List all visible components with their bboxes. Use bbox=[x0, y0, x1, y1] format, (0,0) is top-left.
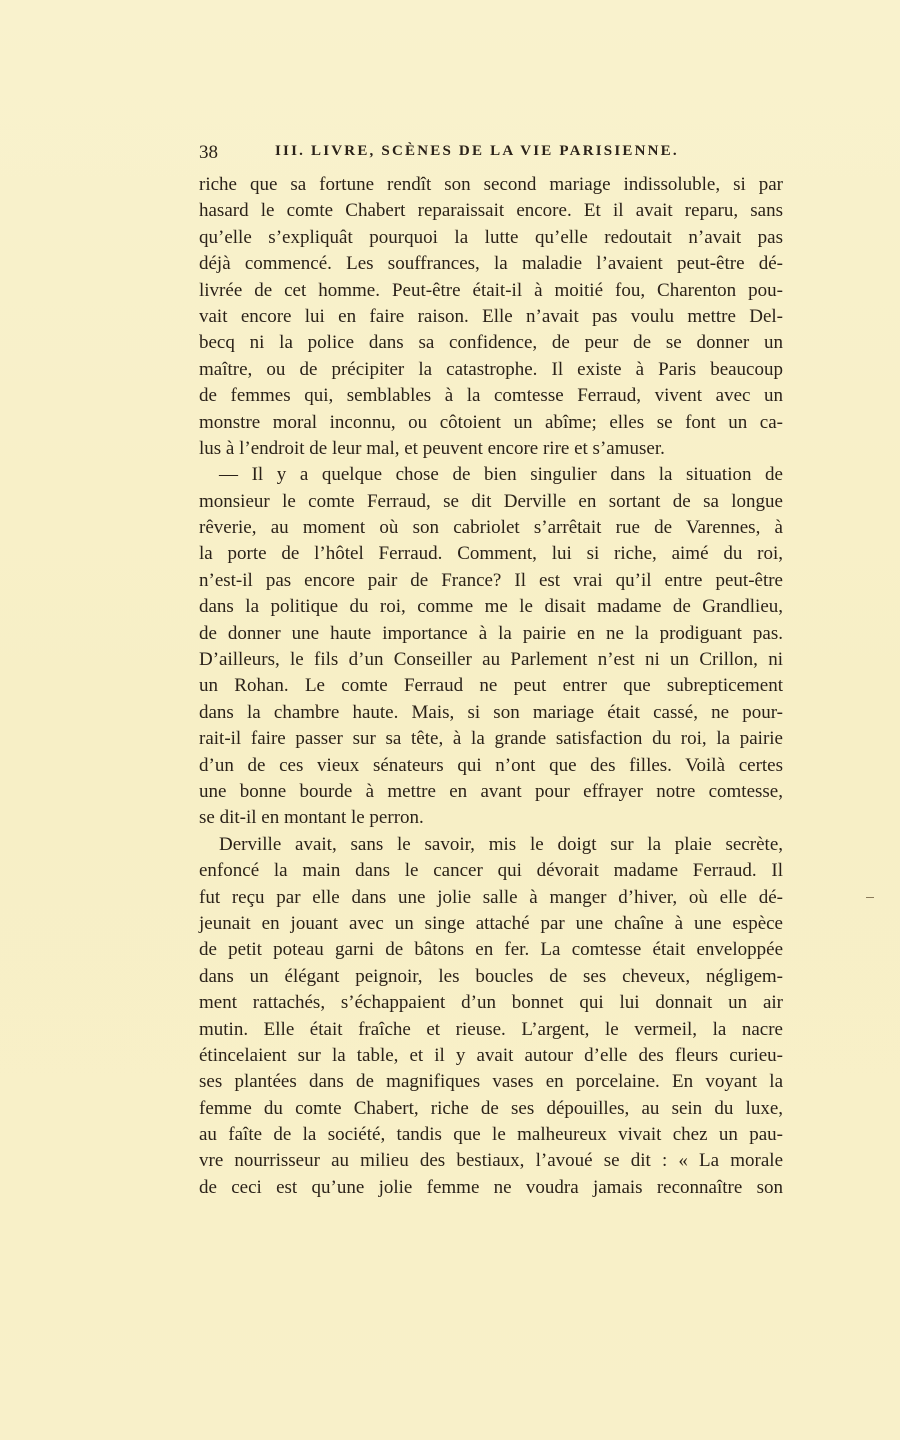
text-line: de ceci est qu’une jolie femme ne voudra jamais reconnaître son bbox=[199, 1176, 783, 1198]
text-line: femme du comte Chabert, riche de ses dépouilles, au sein du luxe, bbox=[199, 1097, 783, 1119]
text-line: fut reçu par elle dans une jolie salle à manger d’hiver, où elle dé- bbox=[199, 886, 783, 908]
text-line: un Rohan. Le comte Ferraud ne peut entrer que subrepticement bbox=[199, 675, 783, 697]
text-line: la porte de l’hôtel Ferraud. Comment, lui si riche, aimé du roi, bbox=[199, 543, 783, 565]
text-line: riche que sa fortune rendît son second mariage indissoluble, si par bbox=[199, 174, 783, 195]
text-line: une bonne bourde à mettre en avant pour effrayer notre comtesse, bbox=[199, 780, 783, 802]
text-line: déjà commencé. Les souffrances, la maladie l’avaient peut-être dé- bbox=[199, 253, 783, 275]
text-line: maître, ou de précipiter la catastrophe. Il existe à Paris beaucoup bbox=[199, 358, 783, 380]
text-line: dans la chambre haute. Mais, si son mariage était cassé, ne pour- bbox=[199, 701, 783, 723]
text-line: D’ailleurs, le fils d’un Conseiller au Parlement n’est ni un Crillon, ni bbox=[199, 649, 783, 671]
margin-mark bbox=[866, 897, 874, 898]
text-line: — Il y a quelque chose de bien singulier dans la situation de bbox=[219, 464, 783, 486]
text-line: monstre moral inconnu, ou côtoient un abîme; elles se font un ca- bbox=[199, 411, 783, 433]
text-line: dans la politique du roi, comme me le disait madame de Grandlieu, bbox=[199, 596, 783, 618]
paragraph bbox=[199, 172, 783, 462]
text-line: de donner une haute importance à la pairie en ne la prodiguant pas. bbox=[199, 622, 783, 644]
running-header bbox=[199, 142, 783, 168]
text-line: vre nourrisseur au milieu des bestiaux, l’avoué se dit : « La morale bbox=[199, 1150, 783, 1172]
text-line: lus à l’endroit de leur mal, et peuvent encore rire et s’amuser. bbox=[199, 437, 665, 459]
running-title: III. LIVRE, SCÈNES DE LA VIE PARISIENNE. bbox=[275, 143, 679, 159]
body-text bbox=[199, 172, 783, 1201]
page-number: 38 bbox=[199, 142, 218, 163]
text-line: étincelaient sur la table, et il y avait autour d’elle des fleurs curieu- bbox=[199, 1044, 783, 1066]
text-line: becq ni la police dans sa confidence, de peur de se donner un bbox=[199, 332, 783, 354]
text-line: se dit-il en montant le perron. bbox=[199, 807, 424, 829]
paragraph bbox=[199, 462, 783, 831]
text-line: vait encore lui en faire raison. Elle n’avait pas voulu mettre Del- bbox=[199, 305, 783, 327]
text-line: monsieur le comte Ferraud, se dit Derville en sortant de sa longue bbox=[199, 490, 783, 512]
text-line: hasard le comte Chabert reparaissait encore. Et il avait reparu, sans bbox=[199, 200, 783, 222]
text-line: ment rattachés, s’échappaient d’un bonnet qui lui donnait un air bbox=[199, 992, 783, 1014]
text-line: enfoncé la main dans le cancer qui dévorait madame Ferraud. Il bbox=[199, 860, 783, 882]
text-line: livrée de cet homme. Peut-être était-il à moitié fou, Charenton pou- bbox=[199, 279, 783, 301]
text-line: n’est-il pas encore pair de France? Il est vrai qu’il entre peut-être bbox=[199, 569, 783, 591]
text-line: de petit poteau garni de bâtons en fer. La comtesse était enveloppée bbox=[199, 939, 783, 961]
text-line: jeunait en jouant avec un singe attaché par une chaîne à une espèce bbox=[199, 912, 783, 934]
text-line: Derville avait, sans le savoir, mis le doigt sur la plaie secrète, bbox=[219, 833, 783, 855]
text-line: rait-il faire passer sur sa tête, à la grande satisfaction du roi, la pairie bbox=[199, 728, 783, 750]
text-line: d’un de ces vieux sénateurs qui n’ont que des filles. Voilà certes bbox=[199, 754, 783, 776]
text-line: ses plantées dans de magnifiques vases en porcelaine. En voyant la bbox=[199, 1071, 783, 1093]
text-line: mutin. Elle était fraîche et rieuse. L’argent, le vermeil, la nacre bbox=[199, 1018, 783, 1040]
text-line: qu’elle s’expliquât pourquoi la lutte qu’elle redoutait n’avait pas bbox=[199, 226, 783, 248]
text-line: de femmes qui, semblables à la comtesse Ferraud, vivent avec un bbox=[199, 385, 783, 407]
text-line: rêverie, au moment où son cabriolet s’arrêtait rue de Varennes, à bbox=[199, 517, 783, 539]
text-line: dans un élégant peignoir, les boucles de ses cheveux, négligem- bbox=[199, 965, 783, 987]
text-line: au faîte de la société, tandis que le malheureux vivait chez un pau- bbox=[199, 1124, 783, 1146]
paragraph bbox=[199, 832, 783, 1201]
